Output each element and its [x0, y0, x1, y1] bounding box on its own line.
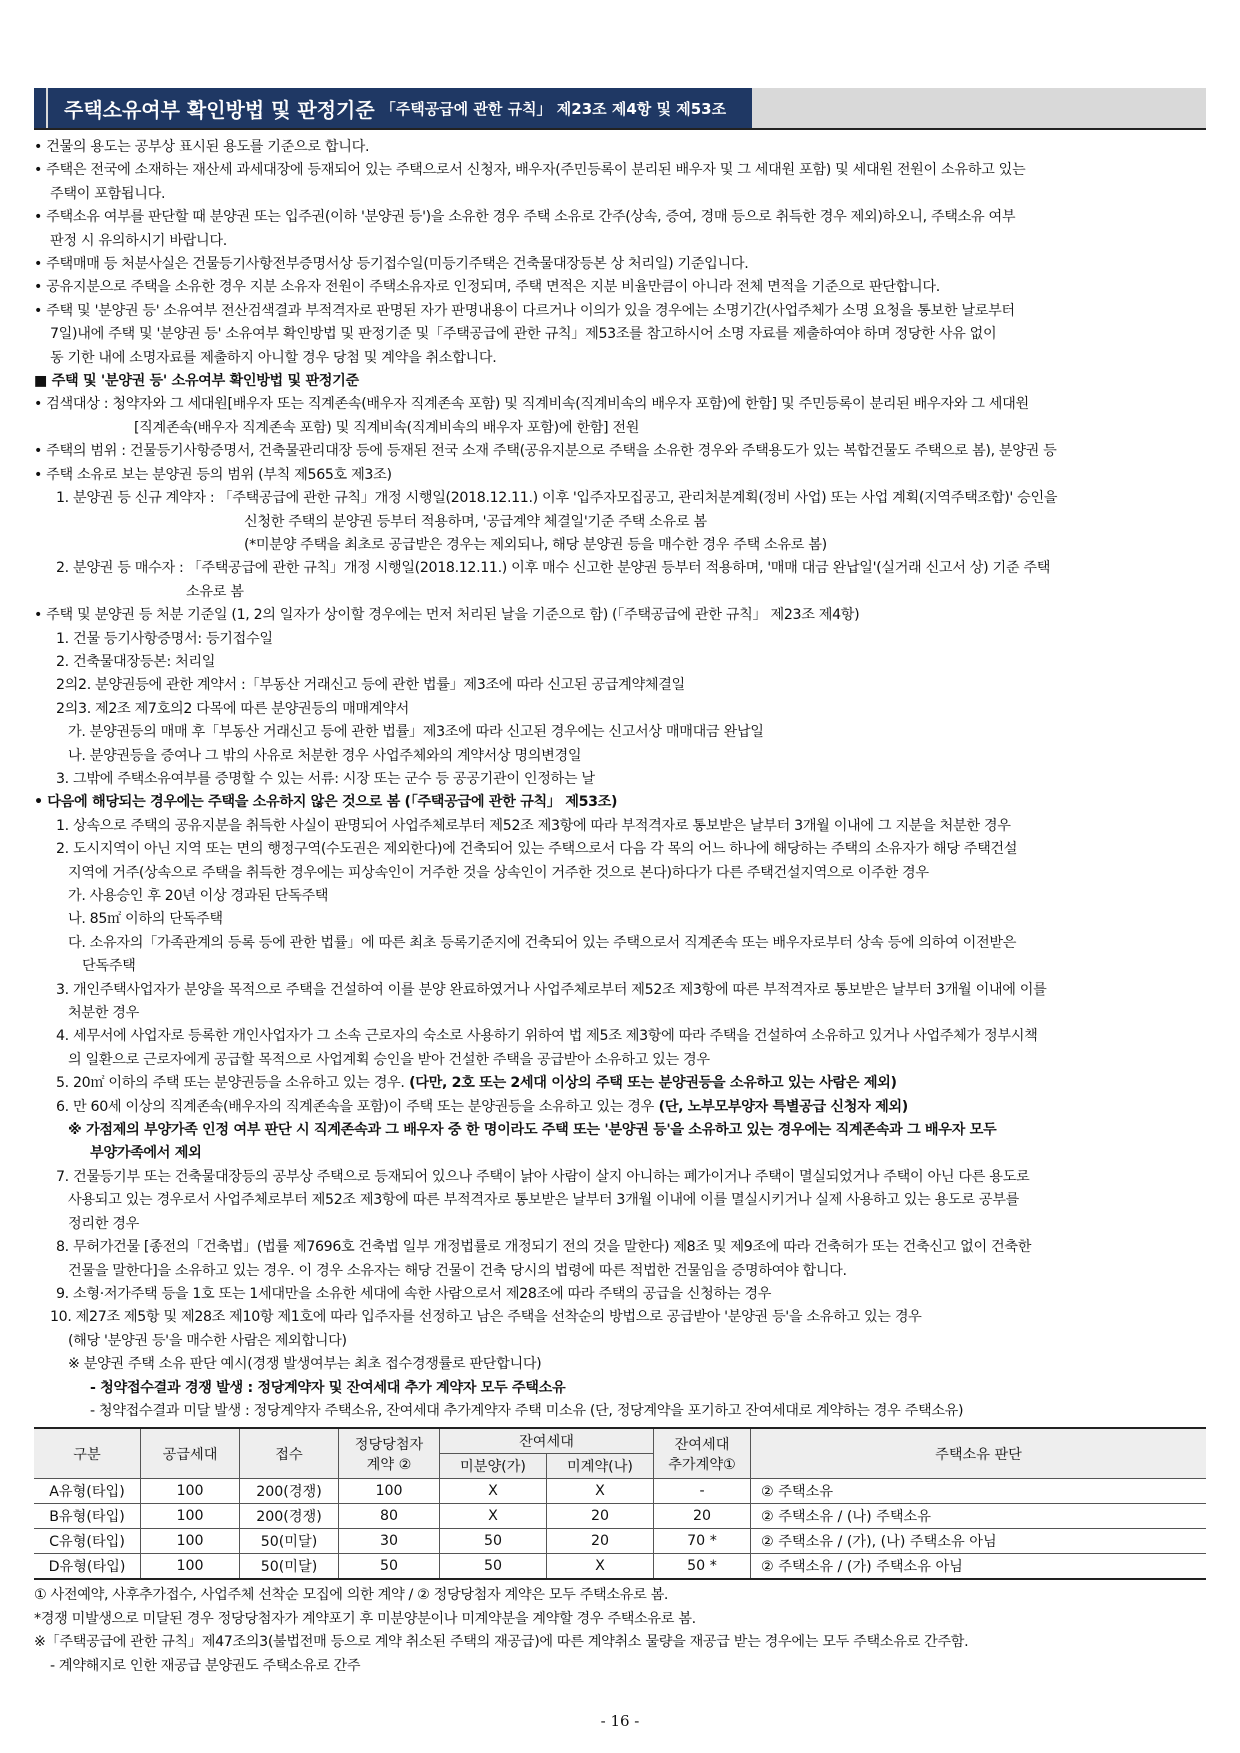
header-regular-contract [339, 1428, 440, 1479]
header-regular-contract-line1: 정당당첨자 [354, 1436, 424, 1453]
text-line-content: 정리한 경우 [68, 1215, 139, 1232]
text-line [34, 1096, 1206, 1119]
text-line [34, 534, 1206, 557]
note-line: *경쟁 미발생으로 미달된 경우 정당당첨자가 계약포기 후 미분양분이나 미계약분을 계약할 경우 주택소유로 봄. [34, 1610, 696, 1627]
table-cell-type: B유형(타입) [34, 1504, 141, 1529]
text-line-content: 지역에 거주(상속으로 주택을 취득한 경우에는 피상속인이 거주한 것을 상속인이 거주한 것으로 본다)하다가 다른 주택건설지역으로 이주한 경우 [68, 864, 929, 881]
text-line [34, 183, 1206, 206]
header-remaining-extra-line2: 추가계약① [668, 1456, 736, 1473]
text-line [34, 393, 1206, 416]
body-text [34, 136, 1206, 1423]
text-line [34, 487, 1206, 510]
text-line [34, 323, 1206, 346]
text-line [34, 253, 1206, 276]
text-line-content: 1. 상속으로 주택의 공유지분을 취득한 사실이 판명되어 사업주체로부터 제52조 제3항에 따라 부적격자로 통보받은 날부터 3개월 이내에 그 지분을 처분한 경우 [56, 817, 1011, 834]
table-cell-type: C유형(타입) [34, 1529, 141, 1554]
text-line [34, 1119, 1206, 1142]
table-cell-unsold: X [440, 1479, 547, 1504]
table-cell-judgment: ② 주택소유 / (가) 주택소유 아님 [751, 1554, 1207, 1580]
text-line [34, 908, 1206, 931]
text-line-content: 나. 85㎡ 이하의 단독주택 [68, 911, 223, 928]
note-line: - 계약해지로 인한 재공급 분양권도 주택소유로 간주 [50, 1657, 361, 1674]
text-line-content: • 검색대상 : 청약자와 그 세대원[배우자 또는 직계존속(배우자 직계존속 포함) 및 직계비속(직계비속의 배우자 포함)에 한함] 및 주민등록이 분리된 배우자와 그 세대원 [34, 396, 1029, 413]
table-row [34, 1554, 1206, 1580]
table-cell-extra: 20 [654, 1504, 751, 1529]
text-line [34, 1025, 1206, 1048]
table-cell-extra: - [654, 1479, 751, 1504]
text-line-content: 사용되고 있는 경우로서 사업주체로부터 제52조 제3항에 따른 부적격자로 통보받은 날부터 3개월 이내에 이를 멸실시키거나 실제 사용하고 있는 용도로 공부를 [68, 1192, 1019, 1209]
table-cell-judgment: ② 주택소유 [751, 1479, 1207, 1504]
table-cell-applications: 50(미달) [240, 1554, 339, 1580]
table-cell-uncontracted: 20 [547, 1504, 654, 1529]
text-line [34, 1072, 1206, 1095]
text-line-content: 가. 사용승인 후 20년 이상 경과된 단독주택 [68, 888, 329, 904]
text-line [34, 464, 1206, 487]
header-remaining: 잔여세대 [440, 1428, 654, 1454]
text-line-content: 2의2. 분양권등에 관한 계약서 :「부동산 거래신고 등에 관한 법률」제3조에 따라 신고된 공급계약체결일 [56, 677, 685, 694]
text-line [34, 206, 1206, 229]
text-line [34, 1330, 1206, 1353]
section-title: 주택소유여부 확인방법 및 판정기준 [64, 97, 375, 122]
table-cell-judgment: ② 주택소유 / (가), (나) 주택소유 아님 [751, 1529, 1207, 1554]
table-header-row [34, 1428, 1206, 1454]
text-line-content: 판정 시 유의하시기 바랍니다. [50, 232, 227, 249]
text-line-content: 9. 소형·저가주택 등을 1호 또는 1세대만을 소유한 세대에 속한 사람으로서 제28조에 따라 주택의 공급을 신청하는 경우 [56, 1285, 772, 1302]
text-line-content: (*미분양 주택을 최초로 공급받은 경우는 제외되나, 해당 분양권 등을 매수한 경우 주택 소유로 봄) [244, 536, 827, 553]
text-line-content: 단독주택 [82, 958, 136, 975]
text-line-content: - 청약접수결과 미달 발생 : 정당계약자 주택소유, 잔여세대 추가계약자 주택 미소유 (단, 정당계약을 포기하고 잔여세대로 계약하는 경우 주택소유) [90, 1402, 964, 1419]
table-notes [34, 1584, 1206, 1678]
text-line [34, 979, 1206, 1002]
text-line-content: • 주택매매 등 처분사실은 건물등기사항전부증명서상 등기접수일(미등기주택은 건축물대장등본 상 처리일) 기준입니다. [34, 256, 749, 273]
text-line [34, 417, 1206, 440]
header-judgment: 주택소유 판단 [751, 1428, 1207, 1479]
text-line-content: 동 기한 내에 소명자료를 제출하지 아니할 경우 당첨 및 계약을 취소합니다. [50, 349, 497, 366]
text-line [34, 1002, 1206, 1025]
text-line [34, 651, 1206, 674]
text-line-content: 5. 20㎡ 이하의 주택 또는 분양권등을 소유하고 있는 경우. [56, 1075, 405, 1092]
text-line-bold-part: (단, 노부모부양자 특별공급 신청자 제외) [653, 1098, 908, 1115]
text-line-content: 2. 분양권 등 매수자 : 「주택공급에 관한 규칙」개정 시행일(2018.12.11.) 이후 매수 신고한 분양권 등부터 적용하며, '매매 대금 완납일'(실거래 신고서 상) 기준 주택 [56, 560, 1051, 577]
text-line-content: 3. 그밖에 주택소유여부를 증명할 수 있는 서류: 시장 또는 군수 등 공공기관이 인정하는 날 [56, 770, 595, 787]
text-line [34, 230, 1206, 253]
text-line [34, 159, 1206, 182]
text-line-content: • 주택은 전국에 소재하는 재산세 과세대장에 등재되어 있는 주택으로서 신청자, 배우자(주민등록이 분리된 배우자 및 그 세대원 포함) 및 세대원 전원이 소유하고 있는 [34, 162, 1026, 179]
text-line [34, 768, 1206, 791]
text-line [34, 1166, 1206, 1189]
table-cell-regular: 30 [339, 1529, 440, 1554]
text-line [34, 791, 1206, 814]
text-line [34, 745, 1206, 768]
text-line-content: 건물을 말한다]을 소유하고 있는 경우. 이 경우 소유자는 해당 건물이 건축 당시의 법령에 따른 적법한 건물임을 증명하여야 합니다. [68, 1262, 847, 1279]
page-number: - 16 - [600, 1712, 640, 1730]
text-line [34, 1400, 1206, 1423]
header-type: 구분 [34, 1428, 141, 1479]
text-line [34, 838, 1206, 861]
text-line [34, 511, 1206, 534]
text-line-content: • 주택소유 여부를 판단할 때 분양권 또는 입주권(이하 '분양권 등')을 소유한 경우 주택 소유로 간주(상속, 증여, 경매 등으로 취득한 경우 제외)하오니, 주택소유 여부 [34, 209, 1016, 226]
table-cell-uncontracted: 20 [547, 1529, 654, 1554]
header-unsold: 미분양(가) [440, 1454, 547, 1479]
table-cell-extra: 50 * [654, 1554, 751, 1580]
text-line-content: 3. 개인주택사업자가 분양을 목적으로 주택을 건설하여 이를 분양 완료하였거나 사업주체로부터 제52조 제3항에 따른 부적격자로 통보받은 날부터 3개월 이내에 이를 [56, 981, 1047, 998]
ownership-example-table [34, 1427, 1206, 1580]
text-line [34, 1353, 1206, 1376]
table-cell-uncontracted: X [547, 1479, 654, 1504]
header-regular-contract-line2: 계약 ② [366, 1456, 412, 1473]
table-cell-regular: 50 [339, 1554, 440, 1580]
text-line-content: 소유로 봄 [186, 583, 244, 600]
text-line [34, 1306, 1206, 1329]
table-cell-judgment: ② 주택소유 / (나) 주택소유 [751, 1504, 1207, 1529]
table-cell-applications: 200(경쟁) [240, 1504, 339, 1529]
text-line-content: • 주택 및 분양권 등 처분 기준일 (1, 2의 일자가 상이할 경우에는 먼저 처리된 날을 기준으로 함) (「주택공급에 관한 규칙」 제23조 제4항) [34, 607, 860, 624]
table-row [34, 1504, 1206, 1529]
text-line [34, 1049, 1206, 1072]
text-line [34, 440, 1206, 463]
text-line [34, 581, 1206, 604]
text-line-content: 주택이 포함됩니다. [50, 185, 166, 202]
text-line-content: 가. 분양권등의 매매 후「부동산 거래신고 등에 관한 법률」제3조에 따라 신고된 경우에는 신고서상 매매대금 완납일 [68, 724, 764, 741]
text-line-content: 부양가족에서 제외 [90, 1145, 202, 1162]
text-line [34, 862, 1206, 885]
text-line-content: • 주택 소유로 보는 분양권 등의 범위 (부칙 제565호 제3조) [34, 466, 392, 483]
text-line [34, 932, 1206, 955]
text-line-content: • 건물의 용도는 공부상 표시된 용도를 기준으로 합니다. [34, 139, 370, 155]
text-line [34, 136, 1206, 159]
table-cell-supply: 100 [141, 1479, 240, 1504]
table-cell-regular: 80 [339, 1504, 440, 1529]
text-line-content: [직계존속(배우자 직계존속 포함) 및 직계비속(직계비속의 배우자 포함)에 한함] 전원 [134, 419, 640, 436]
text-line-content: 의 일환으로 근로자에게 공급할 목적으로 사업계획 승인을 받아 건설한 주택을 공급받아 소유하고 있는 경우 [68, 1051, 710, 1068]
header-accent [34, 88, 46, 128]
text-line-content: 4. 세무서에 사업자로 등록한 개인사업자가 그 소속 근로자의 숙소로 사용하기 위하여 법 제5조 제3항에 따라 주택을 건설하여 소유하고 있거나 사업주체가 정부시책 [56, 1028, 1038, 1045]
text-line-content: - 청약접수결과 경쟁 발생 : 정당계약자 및 잔여세대 추가 계약자 모두 주택소유 [90, 1379, 566, 1396]
text-line-content: • 공유지분으로 주택을 소유한 경우 지분 소유자 전원이 주택소유자로 인정되며, 주택 면적은 지분 비율만큼이 아니라 전체 면적을 기준으로 판단합니다. [34, 279, 940, 296]
text-line [34, 721, 1206, 744]
text-line-content: 7. 건물등기부 또는 건축물대장등의 공부상 주택으로 등재되어 있으나 주택이 낡아 사람이 살지 아니하는 폐가이거나 주택이 멸실되었거나 주택이 아닌 다른 용도로 [56, 1168, 1030, 1185]
table-cell-applications: 200(경쟁) [240, 1479, 339, 1504]
table-cell-unsold: 50 [440, 1554, 547, 1580]
note-line: ※「주택공급에 관한 규칙」제47조의3(불법전매 등으로 계약 취소된 주택의 재공급)에 따른 계약취소 물량을 재공급 받는 경우에는 모두 주택소유로 간주함. [34, 1634, 969, 1651]
text-line [34, 347, 1206, 370]
table-cell-applications: 50(미달) [240, 1529, 339, 1554]
text-line-content: 8. 무허가건물 [종전의「건축법」(법률 제7696호 건축법 일부 개정법률로 개정되기 전의 것을 말한다) 제8조 및 제9조에 따라 건축허가 또는 건축신고 없이 건축한 [56, 1239, 1032, 1256]
text-line [34, 698, 1206, 721]
table-row [34, 1529, 1206, 1554]
text-line-content: • 주택의 범위 : 건물등기사항증명서, 건축물관리대장 등에 등재된 전국 소재 주택(공유지분으로 주택을 소유한 경우와 주택용도가 있는 복합건물도 주택으로 봄), 분양권 등 [34, 443, 1057, 460]
document-page [34, 88, 1206, 1678]
text-line [34, 628, 1206, 651]
text-line [34, 1142, 1206, 1165]
text-line [34, 885, 1206, 908]
text-line [34, 300, 1206, 323]
text-line-content: 2. 건축물대장등본: 처리일 [56, 653, 216, 670]
text-line-content: 7일)내에 주택 및 '분양권 등' 소유여부 확인방법 및 판정기준 및「주택공급에 관한 규칙」제53조를 참고하시어 소명 자료를 제출하여야 하며 정당한 사유 없이 [50, 326, 997, 343]
header-uncontracted: 미계약(나) [547, 1454, 654, 1479]
table-cell-supply: 100 [141, 1554, 240, 1580]
text-line-content: ※ 분양권 주택 소유 판단 예시(경쟁 발생여부는 최초 접수경쟁률로 판단합니다) [68, 1356, 542, 1373]
header-remaining-extra-line1: 잔여세대 [674, 1436, 730, 1453]
table-cell-unsold: X [440, 1504, 547, 1529]
table-cell-supply: 100 [141, 1529, 240, 1554]
table-cell-uncontracted: X [547, 1554, 654, 1580]
text-line-content: 신청한 주택의 분양권 등부터 적용하며, '공급계약 체결일'기준 주택 소유로 봄 [244, 513, 707, 530]
table-cell-extra: 70 * [654, 1529, 751, 1554]
text-line-content: 나. 분양권등을 증여나 그 밖의 사유로 처분한 경우 사업주체와의 계약서상 명의변경일 [68, 747, 582, 764]
text-line-content: 2. 도시지역이 아닌 지역 또는 면의 행정구역(수도권은 제외한다)에 건축되어 있는 주택으로서 다음 각 목의 어느 하나에 해당하는 주택의 소유자가 해당 주택건설 [56, 841, 1018, 858]
table-cell-supply: 100 [141, 1504, 240, 1529]
text-line-content: 처분한 경우 [68, 1005, 139, 1022]
text-line [34, 557, 1206, 580]
table-row [34, 1479, 1206, 1504]
text-line-content: 1. 분양권 등 신규 계약자 : 「주택공급에 관한 규칙」개정 시행일(2018.12.11.) 이후 '입주자모집공고, 관리처분계획(정비 사업) 또는 사업 계획(지역주택조합)' 승인을 [56, 490, 1058, 507]
text-line-content: 10. 제27조 제5항 및 제28조 제10항 제1호에 따라 입주자를 선정하고 남은 주택을 선착순의 방법으로 공급받아 '분양권 등'을 소유하고 있는 경우 [50, 1309, 922, 1326]
text-line-content: 2의3. 제2조 제7호의2 다목에 따른 분양권등의 매매계약서 [56, 700, 409, 717]
section-header [34, 88, 1206, 130]
text-line-content: ※ 가점제의 부양가족 인정 여부 판단 시 직계존속과 그 배우자 중 한 명이라도 주택 또는 '분양권 등'을 소유하고 있는 경우에는 직계존속과 그 배우자 모두 [68, 1122, 997, 1139]
table-cell-unsold: 50 [440, 1529, 547, 1554]
table-cell-regular: 100 [339, 1479, 440, 1504]
text-line [34, 1283, 1206, 1306]
text-line [34, 1236, 1206, 1259]
text-line [34, 815, 1206, 838]
header-remaining-extra [654, 1428, 751, 1479]
text-line-content: ■ 주택 및 '분양권 등' 소유여부 확인방법 및 판정기준 [34, 373, 359, 390]
text-line [34, 1377, 1206, 1400]
text-line [34, 955, 1206, 978]
header-applications: 접수 [240, 1428, 339, 1479]
table-body [34, 1479, 1206, 1580]
section-reference: 「주택공급에 관한 규칙」 제23조 제4항 및 제53조 [380, 99, 727, 118]
text-line [34, 1260, 1206, 1283]
header-title-box [48, 88, 752, 128]
text-line-content: (해당 '분양권 등'을 매수한 사람은 제외합니다) [68, 1332, 347, 1349]
text-line [34, 1189, 1206, 1212]
text-line-content: 6. 만 60세 이상의 직계존속(배우자의 직계존속을 포함)이 주택 또는 분양권등을 소유하고 있는 경우 [56, 1098, 654, 1115]
text-line-content: 다. 소유자의「가족관계의 등록 등에 관한 법률」에 따른 최초 등록기준지에 건축되어 있는 주택으로서 직계존속 또는 배우자로부터 상속 등에 의하여 이전받은 [68, 934, 1017, 951]
text-line [34, 276, 1206, 299]
text-line [34, 674, 1206, 697]
text-line [34, 1213, 1206, 1236]
text-line-content: • 주택 및 '분양권 등' 소유여부 전산검색결과 부적격자로 판명된 자가 판명내용이 다르거나 이의가 있을 경우에는 소명기간(사업주체가 소명 요청을 통보한 날로부터 [34, 302, 1015, 319]
text-line-content: 1. 건물 등기사항증명서: 등기접수일 [56, 630, 273, 647]
header-supply: 공급세대 [141, 1428, 240, 1479]
text-line-bold-part: (다만, 2호 또는 2세대 이상의 주택 또는 분양권등을 소유하고 있는 사람은 제외) [404, 1075, 897, 1092]
note-line: ① 사전예약, 사후추가접수, 사업주체 선착순 모집에 의한 계약 / ② 정당당첨자 계약은 모두 주택소유로 봄. [34, 1587, 669, 1604]
table-cell-type: A유형(타입) [34, 1479, 141, 1504]
text-line-content: • 다음에 해당되는 경우에는 주택을 소유하지 않은 것으로 봄 (「주택공급에 관한 규칙」 제53조) [34, 794, 618, 811]
text-line [34, 604, 1206, 627]
table-cell-type: D유형(타입) [34, 1554, 141, 1580]
text-line [34, 370, 1206, 393]
